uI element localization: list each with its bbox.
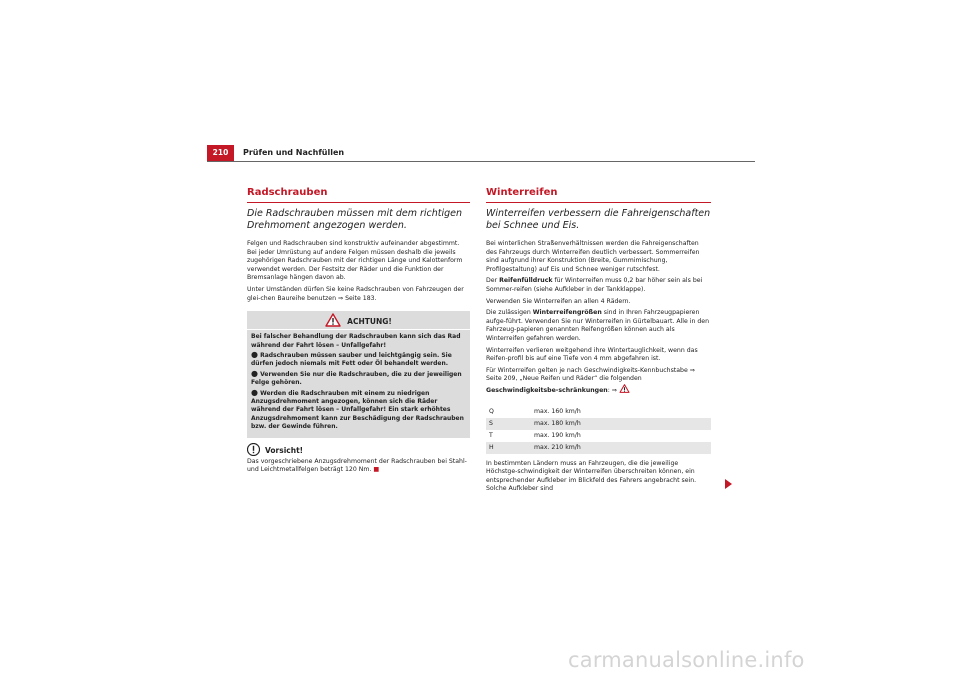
table-row: H max. 210 km/h [486,442,711,454]
warning-triangle-icon [325,312,341,331]
warning-item: ● Radschrauben müssen sauber und leichtgängig sein. Sie dürfen jedoch niemals mit Fett oder Öl behandelt werden. [251,349,452,368]
table-row: T max. 190 km/h [489,432,581,439]
table-row: S max. 180 km/h [486,418,711,430]
paragraph: In bestimmten Ländern muss an Fahrzeugen, die die jeweilige Höchstge-schwindigkeit der Winterreifen überschreiten können, ein entsprechender Aufkleber im Blickfeld des Fahrers angebracht sein. Solche Aufkleber sind [486,459,697,493]
left-column [247,186,470,478]
warning-header [247,313,470,330]
page-number: 210 [212,148,229,157]
warning-box [247,311,470,437]
warning-item: ● Verwenden Sie nur die Radschrauben, die zu der jeweiligen Felge gehören. [251,368,462,387]
header-rule [207,161,755,162]
section-rule [486,202,711,203]
speed-table [486,406,711,454]
caution-title: Vorsicht! [265,446,304,456]
section-rule [247,202,470,203]
section-lead: Die Radschrauben müssen mit dem richtigen Drehmoment angezogen werden. [247,208,463,231]
warning-triangle-icon [619,387,630,394]
paragraph: Für Winterreifen gelten je nach Geschwindigkeits-Kennbuchstabe ⇒ Seite 209, „Neue Reifen und Räder“ die folgenden Geschwindigkeitsbe-schränkungen: ⇒ [486,366,695,394]
bullet-icon: ● [251,368,258,378]
page-header [207,145,755,161]
warning-title: ACHTUNG! [347,316,392,326]
chapter-title: Prüfen und Nachfüllen [243,148,345,157]
watermark: carmanualsonline.info [568,648,805,672]
paragraph: Der Reifenfülldruck für Winterreifen muss 0,2 bar höher sein als bei Sommer-reifen (siehe Aufkleber in der Tankklappe). [486,277,703,293]
table-row: Q max. 160 km/h [489,408,581,415]
continue-arrow-icon [725,479,732,489]
paragraph: Winterreifen verlieren weitgehend ihre Wintertauglichkeit, wenn das Reifen-profil bis auf eine Tiefe von 4 mm abgefahren ist. [486,346,698,363]
caution-text: Das vorgeschriebene Anzugsdrehmoment der Radschrauben bei Stahl- und Leichtmetallfelgen beträgt 120 Nm. ■ [247,457,467,474]
warning-item: ● Werden die Radschrauben mit einem zu niedrigen Anzugsdrehmoment angezogen, können sich die Räder während der Fahrt lösen – Unfallgefahr! Ein stark erhöhtes Anzugsdrehmoment kann zur Beschädigung der Radschrauben bzw. der Gewinde führen. [251,387,464,431]
paragraph: Felgen und Radschrauben sind konstruktiv aufeinander abgestimmt. Bei jeder Umrüstung auf andere Felgen müssen deshalb die jeweils zugehörigen Radschrauben mit der richtigen Länge und Kalottenform verwendet werden. Der Festsitz der Räder und die Funktion der Bremsanlage hängen davon ab. [247,240,463,282]
right-column [486,186,711,497]
bullet-icon: ● [251,387,258,397]
end-mark-icon: ■ [373,466,380,474]
warning-intro: Bei falscher Behandlung der Radschrauben kann sich das Rad während der Fahrt lösen – Unfallgefahr! [251,333,461,349]
section-heading-radschrauben: Radschrauben [247,187,328,198]
paragraph: Die zulässigen Winterreifengrößen sind in Ihren Fahrzeugpapieren aufge-führt. Verwenden Sie nur Winterreifen in Gürtelbauart. Alle in den Fahrzeug-papieren genannten Reifengrößen können auch als Winterreifen gefahren werden. [486,309,710,342]
caution-header [247,444,470,458]
paragraph: Verwenden Sie Winterreifen an allen 4 Rädern. [486,297,631,305]
paragraph: Bei winterlichen Straßenverhältnissen werden die Fahreigenschaften des Fahrzeugs durch Winterreifen deutlich verbessert. Sommerreifen sind aufgrund ihrer Konstruktion (Breite, Gummimischung, Profilgestaltung) auf Eis und Schnee weniger rutschfest. [486,240,700,273]
paragraph: Unter Umständen dürfen Sie keine Radschrauben von Fahrzeugen der glei-chen Baureihe benutzen ⇒ Seite 183. [247,285,464,302]
section-lead: Winterreifen verbessern die Fahreigenschaften bei Schnee und Eis. [486,208,711,231]
bullet-icon: ● [251,349,258,359]
section-heading-winterreifen: Winterreifen [486,187,558,198]
